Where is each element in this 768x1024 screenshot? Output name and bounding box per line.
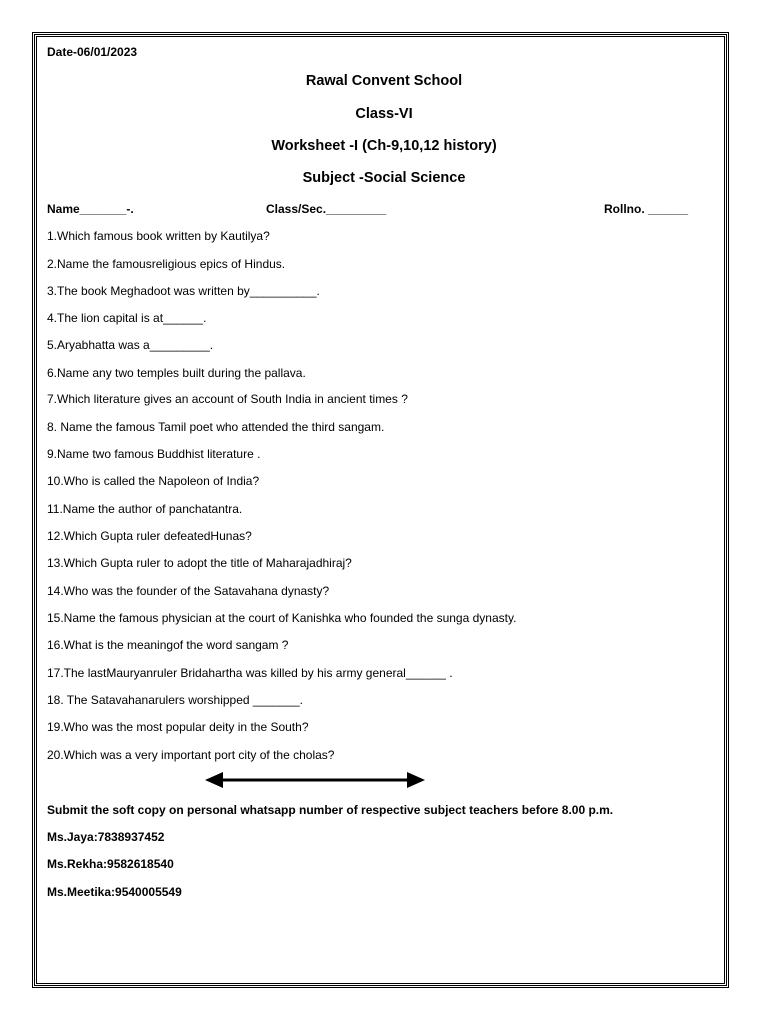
contact-jaya: Ms.Jaya:7838937452 [47, 830, 165, 844]
question-5: 5.Aryabhatta was a_________. [47, 338, 214, 352]
worksheet-title: Worksheet -I (Ch-9,10,12 history) [271, 138, 497, 154]
question-10: 10.Who is called the Napoleon of India? [47, 474, 260, 488]
double-arrow-icon [205, 770, 425, 790]
question-19: 19.Who was the most popular deity in the South? [47, 720, 309, 734]
subject-title: Subject -Social Science [302, 170, 466, 186]
contact-rekha: Ms.Rekha:9582618540 [47, 857, 174, 871]
question-17: 17.The lastMauryanruler Bridahartha was killed by his army general______ . [47, 666, 453, 680]
date-label: Date-06/01/2023 [47, 45, 138, 59]
question-14: 14.Who was the founder of the Satavahana dynasty? [47, 584, 330, 598]
class-sec-field: Class/Sec._________ [266, 202, 387, 216]
question-9: 9.Name two famous Buddhist literature . [47, 447, 261, 461]
rollno-field: Rollno. ______ [604, 202, 689, 216]
question-1: 1.Which famous book written by Kautilya? [47, 229, 270, 243]
question-16: 16.What is the meaningof the word sangam ? [47, 638, 289, 652]
question-6: 6.Name any two temples built during the pallava. [47, 366, 306, 380]
name-field: Name_______-. [47, 202, 134, 216]
question-8: 8. Name the famous Tamil poet who attended the third sangam. [47, 420, 385, 434]
question-4: 4.The lion capital is at______. [47, 311, 207, 325]
submit-instruction: Submit the soft copy on personal whatsapp number of respective subject teachers before 8.00 p.m. [47, 803, 614, 817]
school-name: Rawal Convent School [305, 73, 463, 89]
question-2: 2.Name the famousreligious epics of Hindus. [47, 257, 286, 271]
question-3: 3.The book Meghadoot was written by__________. [47, 284, 320, 298]
question-12: 12.Which Gupta ruler defeatedHunas? [47, 529, 252, 543]
question-7: 7.Which literature gives an account of South India in ancient times ? [47, 392, 408, 406]
question-20: 20.Which was a very important port city of the cholas? [47, 748, 335, 762]
question-13: 13.Which Gupta ruler to adopt the title of Maharajadhiraj? [47, 556, 352, 570]
question-15: 15.Name the famous physician at the court of Kanishka who founded the sunga dynasty. [47, 611, 517, 625]
class-title: Class-VI [355, 106, 413, 122]
contact-meetika: Ms.Meetika:9540005549 [47, 885, 182, 899]
question-18: 18. The Satavahanarulers worshipped _______. [47, 693, 303, 707]
question-11: 11.Name the author of panchatantra. [47, 502, 243, 516]
